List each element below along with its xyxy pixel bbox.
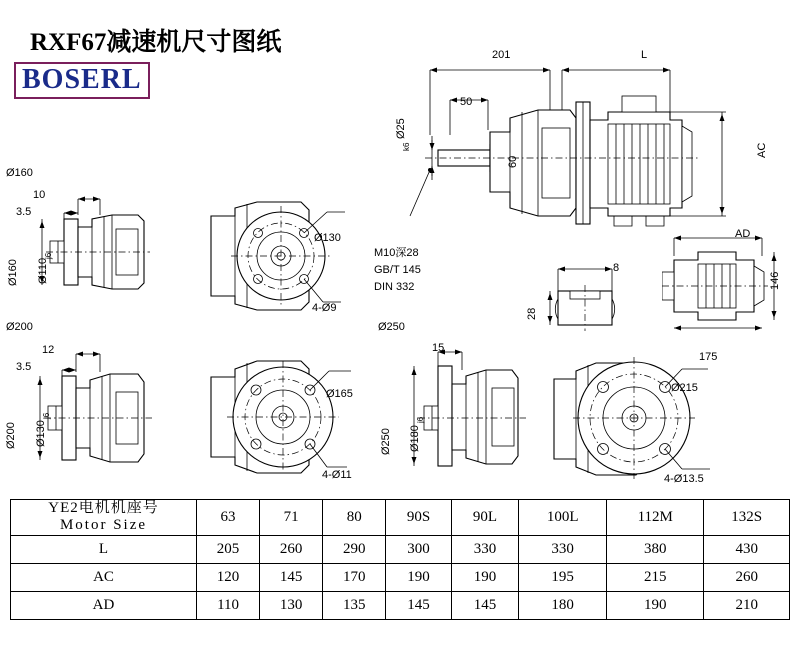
cell-AC-6: 215	[607, 563, 704, 591]
cell-AD-4: 145	[451, 591, 519, 619]
dim-200-outer: Ø200	[5, 422, 17, 449]
dim-160-thickness-10: 10	[33, 189, 46, 201]
brand-logo: BOSERL	[14, 62, 150, 99]
cell-L-7: 430	[704, 535, 790, 563]
cell-AD-3: 145	[386, 591, 451, 619]
table-col-4: 90L	[451, 500, 519, 536]
row-label-L: L	[11, 535, 197, 563]
dim-160-step-3-5: 3.5	[16, 206, 32, 218]
table-header-label	[11, 500, 197, 536]
dim-110-tolerance: j6	[44, 252, 53, 259]
dim-130-tolerance: j6	[42, 412, 51, 419]
dim-180-spigot: Ø180	[409, 425, 421, 452]
dim-200-step-3-5: 3.5	[16, 361, 32, 373]
cell-AC-0: 120	[197, 563, 260, 591]
keyway-detail-view	[540, 255, 650, 335]
table-col-5: 100L	[519, 500, 607, 536]
cell-AC-7: 260	[704, 563, 790, 591]
cell-AD-5: 180	[519, 591, 607, 619]
flange160-front-view	[205, 190, 355, 320]
dim-bolt-circle-130: Ø130	[314, 232, 341, 244]
dim-holes-4-9: 4-Ø9	[312, 302, 337, 314]
flange250-section-view	[392, 340, 552, 475]
dim-180-tolerance: j6	[416, 416, 425, 423]
table-row	[11, 535, 790, 563]
dim-key-28: 28	[526, 307, 538, 320]
flange250-front-view	[548, 345, 733, 490]
cell-L-0: 205	[197, 535, 260, 563]
dim-holes-4-11: 4-Ø11	[322, 469, 352, 481]
dim-110-spigot: Ø110	[37, 257, 49, 284]
note-standard-gbt: GB/T 145	[374, 264, 421, 276]
dim-shaft-tolerance: k6	[402, 142, 411, 151]
cell-L-5: 330	[519, 535, 607, 563]
label-flange-250: Ø250	[378, 321, 405, 333]
dim-AC: AC	[756, 142, 768, 158]
dim-shaft-dia: Ø25	[395, 118, 407, 139]
dim-holes-4-13-5: 4-Ø13.5	[664, 473, 704, 485]
flange200-section-view	[20, 340, 180, 470]
table-col-2: 80	[323, 500, 386, 536]
motor-size-table	[10, 499, 790, 620]
cell-AC-2: 170	[323, 563, 386, 591]
dim-201: 201	[492, 49, 511, 61]
table-col-0: 63	[197, 500, 260, 536]
table-col-6: 112M	[607, 500, 704, 536]
dim-175: 175	[699, 351, 718, 363]
cell-AD-0: 110	[197, 591, 260, 619]
table-row	[11, 563, 790, 591]
row-label-AD: AD	[11, 591, 197, 619]
label-flange-200: Ø200	[6, 321, 33, 333]
dim-bolt-circle-165: Ø165	[326, 388, 353, 400]
dim-bolt-circle-215: Ø215	[671, 382, 698, 394]
cell-L-6: 380	[607, 535, 704, 563]
dim-250-thickness-15: 15	[432, 342, 445, 354]
note-thread-line1: M10深28	[374, 247, 419, 259]
dim-60: 60	[507, 155, 519, 168]
page-title: RXF67减速机尺寸图纸	[30, 29, 282, 56]
dim-AD: AD	[735, 228, 751, 240]
table-header-label-cn: YE2电机机座号	[48, 500, 159, 516]
table-col-7: 132S	[704, 500, 790, 536]
cell-AC-4: 190	[451, 563, 519, 591]
dim-50: 50	[460, 96, 473, 108]
cell-AC-3: 190	[386, 563, 451, 591]
dim-200-thickness-12: 12	[42, 344, 55, 356]
row-label-AC: AC	[11, 563, 197, 591]
cell-AD-1: 130	[260, 591, 323, 619]
cell-L-2: 290	[323, 535, 386, 563]
cell-L-3: 300	[386, 535, 451, 563]
dim-key-8: 8	[613, 262, 620, 274]
table-col-3: 90S	[386, 500, 451, 536]
dim-250-outer: Ø250	[380, 428, 392, 455]
cell-AD-2: 135	[323, 591, 386, 619]
cell-AC-1: 145	[260, 563, 323, 591]
dim-146: 146	[769, 271, 781, 290]
table-col-1: 71	[260, 500, 323, 536]
dim-160-outer: Ø160	[7, 259, 19, 286]
label-flange-160: Ø160	[6, 167, 33, 179]
cell-AC-5: 195	[519, 563, 607, 591]
cell-AD-6: 190	[607, 591, 704, 619]
dim-L: L	[641, 49, 648, 61]
note-standard-din: DIN 332	[374, 281, 415, 293]
cell-AD-7: 210	[704, 591, 790, 619]
cell-L-4: 330	[451, 535, 519, 563]
dim-130-spigot: Ø130	[35, 420, 47, 447]
flange200-front-view	[205, 345, 360, 485]
table-header-label-en: Motor Size	[59, 517, 148, 534]
cell-L-1: 260	[260, 535, 323, 563]
table-row-header	[11, 500, 790, 536]
table-row	[11, 591, 790, 619]
